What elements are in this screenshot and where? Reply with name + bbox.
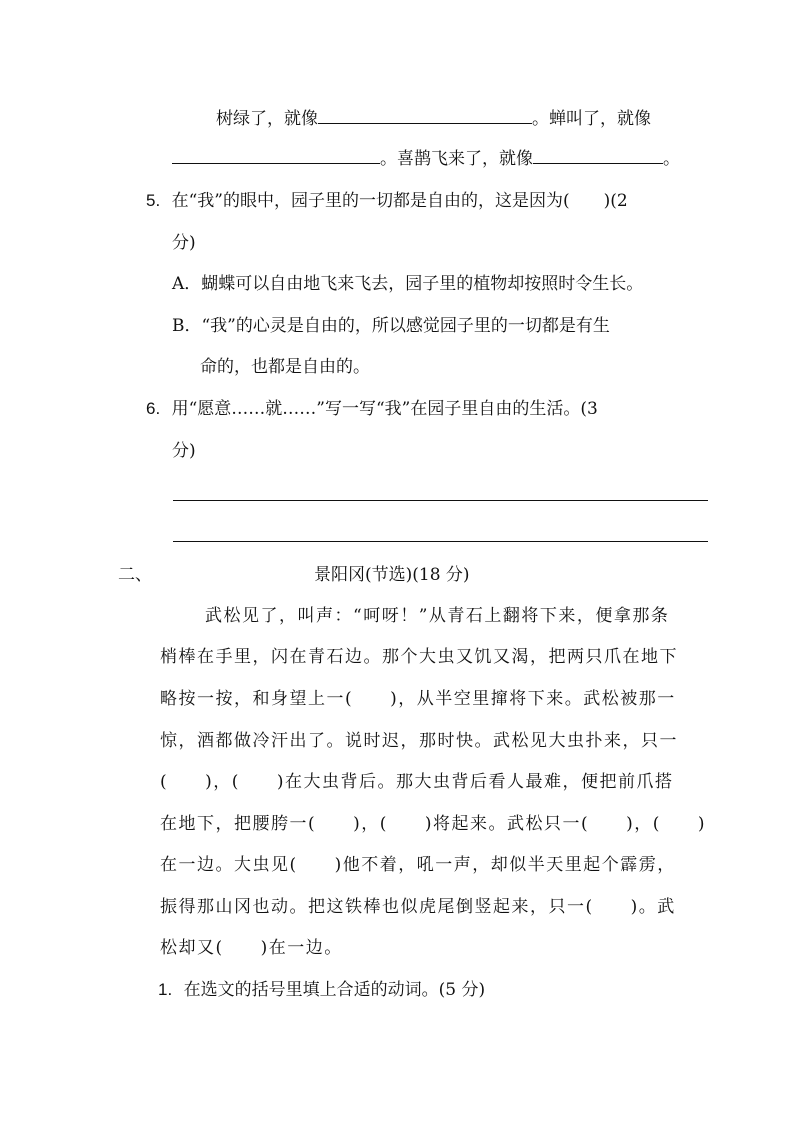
s2-q1-text: 在选文的括号里填上合适的动词。(5 分) xyxy=(183,980,486,1000)
q4-prompt-tree: 树绿了，就像 xyxy=(216,109,318,129)
section-2-title: 景阳冈(节选)(18 分) xyxy=(314,565,470,585)
q6-number: 6. xyxy=(146,399,161,418)
q4-blank-1[interactable] xyxy=(318,106,532,124)
passage-line-2: 梢棒在手里，闪在青石边。那个大虫又饥又渴，把两只爪在地下 xyxy=(160,647,678,667)
q4-blank-3[interactable] xyxy=(533,146,663,164)
q5-option-a[interactable]: A．蝴蝶可以自由地飞来飞去，园子里的植物却按照时令生长。 xyxy=(172,274,644,294)
q4-blank-2[interactable] xyxy=(172,146,380,164)
passage-line-1: 武松见了，叫声：“呵呀！”从青石上翻将下来，便拿那条 xyxy=(205,606,670,626)
q5-number: 5. xyxy=(146,191,161,210)
passage-line-8: 振得那山冈也动。把这铁棒也似虎尾倒竖起来，只一( )。武 xyxy=(160,897,676,917)
passage-line-7: 在一边。大虫见( )他不着，吼一声，却似半天里起个霹雳， xyxy=(160,855,676,875)
q4-line-1 xyxy=(216,106,651,131)
q6-stem-text: 用“愿意……就……”写一写“我”在园子里自由的生活。(3 xyxy=(171,399,598,419)
q6-answer-line-2[interactable] xyxy=(173,541,708,542)
passage-line-3: 略按一按，和身望上一( )，从半空里撺将下来。武松被那一 xyxy=(160,689,676,709)
q5-stem-line-1 xyxy=(146,189,628,213)
q5-option-b-line-1[interactable]: B．“我”的心灵是自由的，所以感觉园子里的一切都是有生 xyxy=(172,316,610,336)
s2-q1 xyxy=(158,978,485,1002)
passage-line-5: ( )，( )在大虫背后。那大虫背后看人最难，便把前爪搭 xyxy=(160,772,674,792)
q5-stem-text: 在“我”的眼中，园子里的一切都是自由的，这是因为( )(2 xyxy=(171,191,628,211)
q6-answer-line-1[interactable] xyxy=(173,500,708,501)
q4-prompt-cicada: 。蝉叫了，就像 xyxy=(532,109,651,129)
passage-line-9: 松却又( )在一边。 xyxy=(160,938,343,958)
q4-prompt-magpie: 。喜鹊飞来了，就像 xyxy=(380,149,533,169)
q5-option-b-line-2: 命的，也都是自由的。 xyxy=(200,357,370,377)
passage-line-6: 在地下，把腰胯一( )，( )将起来。武松只一( )，( ) xyxy=(160,814,707,834)
q4-end: 。 xyxy=(663,149,680,169)
q5-stem-line-2: 分) xyxy=(172,233,196,253)
passage-line-4: 惊，酒都做冷汗出了。说时迟，那时快。武松见大虫扑来，只一 xyxy=(160,731,678,751)
section-2-label: 二、 xyxy=(118,565,152,585)
q6-stem-line-2: 分) xyxy=(172,441,196,461)
q4-line-2 xyxy=(172,146,680,171)
q6-stem-line-1 xyxy=(146,397,598,421)
s2-q1-number: 1. xyxy=(158,980,173,999)
